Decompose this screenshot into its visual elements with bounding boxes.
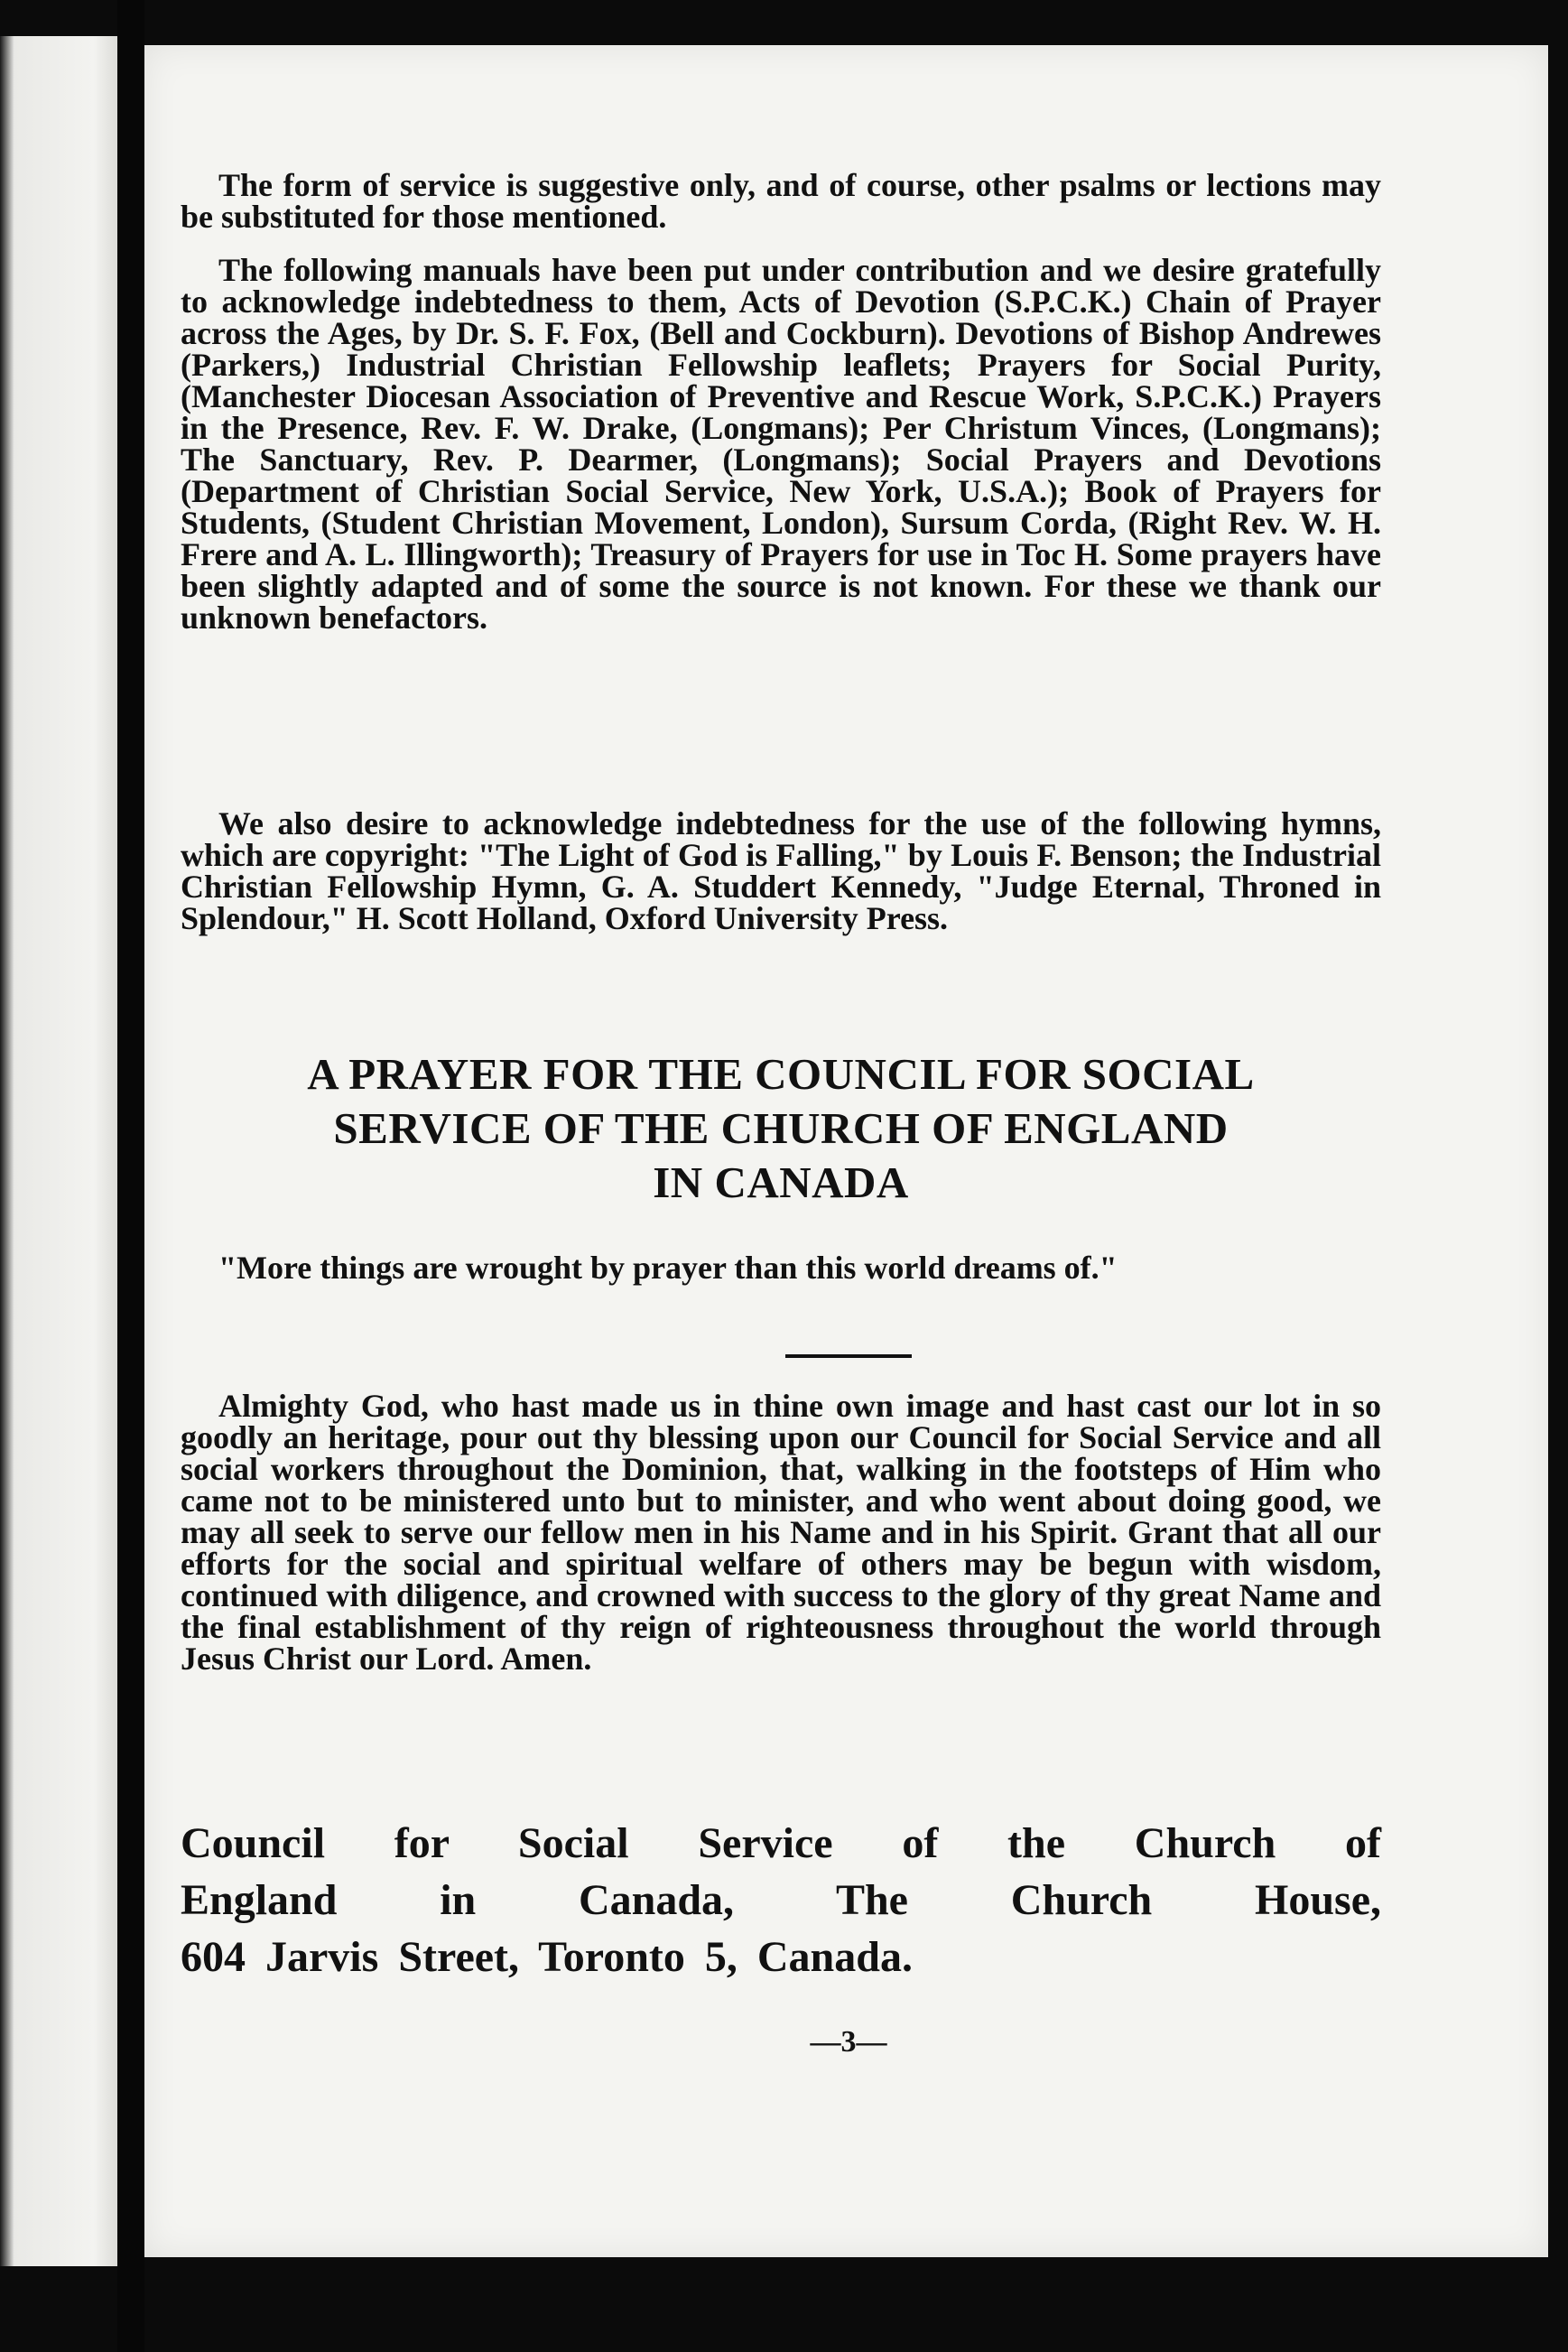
form-of-service-paragraph: The form of service is suggestive only, and of course, other psalms or lections may be substituted for those mentioned. <box>181 167 1381 235</box>
publisher-address <box>181 1815 1381 1985</box>
heading-line-3: IN CANADA <box>653 1157 909 1207</box>
page-number: —3— <box>810 2025 887 2059</box>
prayer-heading <box>172 1047 1390 1210</box>
epigraph-quote: "More things are wrought by prayer than this world dreams of." <box>218 1250 1118 1286</box>
heading-line-1: A PRAYER FOR THE COUNCIL FOR SOCIAL <box>307 1049 1255 1099</box>
heading-line-2: SERVICE OF THE CHURCH OF ENGLAND <box>333 1103 1229 1153</box>
address-line-1: Council for Social Service of the Church of <box>181 1819 1381 1867</box>
section-divider <box>785 1354 912 1358</box>
facing-page-edge <box>0 36 117 2266</box>
book-gutter <box>117 0 144 2352</box>
address-line-3: 604 Jarvis Street, Toronto 5, Canada. <box>181 1933 913 1981</box>
prayer-text: Almighty God, who hast made us in thine own image and hast cast our lot in so goodly an heritage, pour out thy blessing upon our Council for Social Service and all social workers throughout the Dominion, that, walking in the footsteps of Him who came not to be ministered unto but to minister, and who went about doing good, we may all seek to serve our fellow men in his Name and in his Spirit. Grant that all our efforts for the social and spiritual welfare of others may be begun with wisdom, continued with diligence, and crowned with success to the glory of thy great Name and the final establishment of thy reign of righteousness throughout the world through Jesus Christ our Lord. Amen. <box>181 1388 1381 1677</box>
address-line-2: England in Canada, The Church House, <box>181 1876 1381 1924</box>
manuals-acknowledgement-paragraph: The following manuals have been put under contribution and we desire gratefully to acknowledge indebtedness to them, Acts of Devotion (S.P.C.K.) Chain of Prayer across the Ages, by Dr. S. F. Fox, (Bell and Cockburn). Devotions of Bishop Andrewes (Parkers,) Industrial Christian Fellowship leaflets; Prayers for Social Purity, (Manchester Diocesan Association of Preventive and Rescue Work, S.P.C.K.) Prayers in the Presence, Rev. F. W. Drake, (Longmans); Per Christum Vinces, (Longmans); The Sanctuary, Rev. P. Dearmer, (Longmans); Social Prayers and Devotions (Department of Christian Social Service, New York, U.S.A.); Book of Prayers for Students, (Student Christian Movement, London), Sursum Corda, (Right Rev. W. H. Frere and A. L. Illingworth); Treasury of Prayers for use in Toc H. Some prayers have been slightly adapted and of some the source is not known. For these we thank our unknown benefactors. <box>181 252 1381 636</box>
hymns-acknowledgement-paragraph: We also desire to acknowledge indebtedness for the use of the following hymns, which are copyright: "The Light of God is Falling," by Louis F. Benson; the Industrial Christian Fellowship Hymn, G. A. Studdert Kennedy, "Judge Eternal, Throned in Splendour," H. Scott Holland, Oxford University Press. <box>181 805 1381 936</box>
